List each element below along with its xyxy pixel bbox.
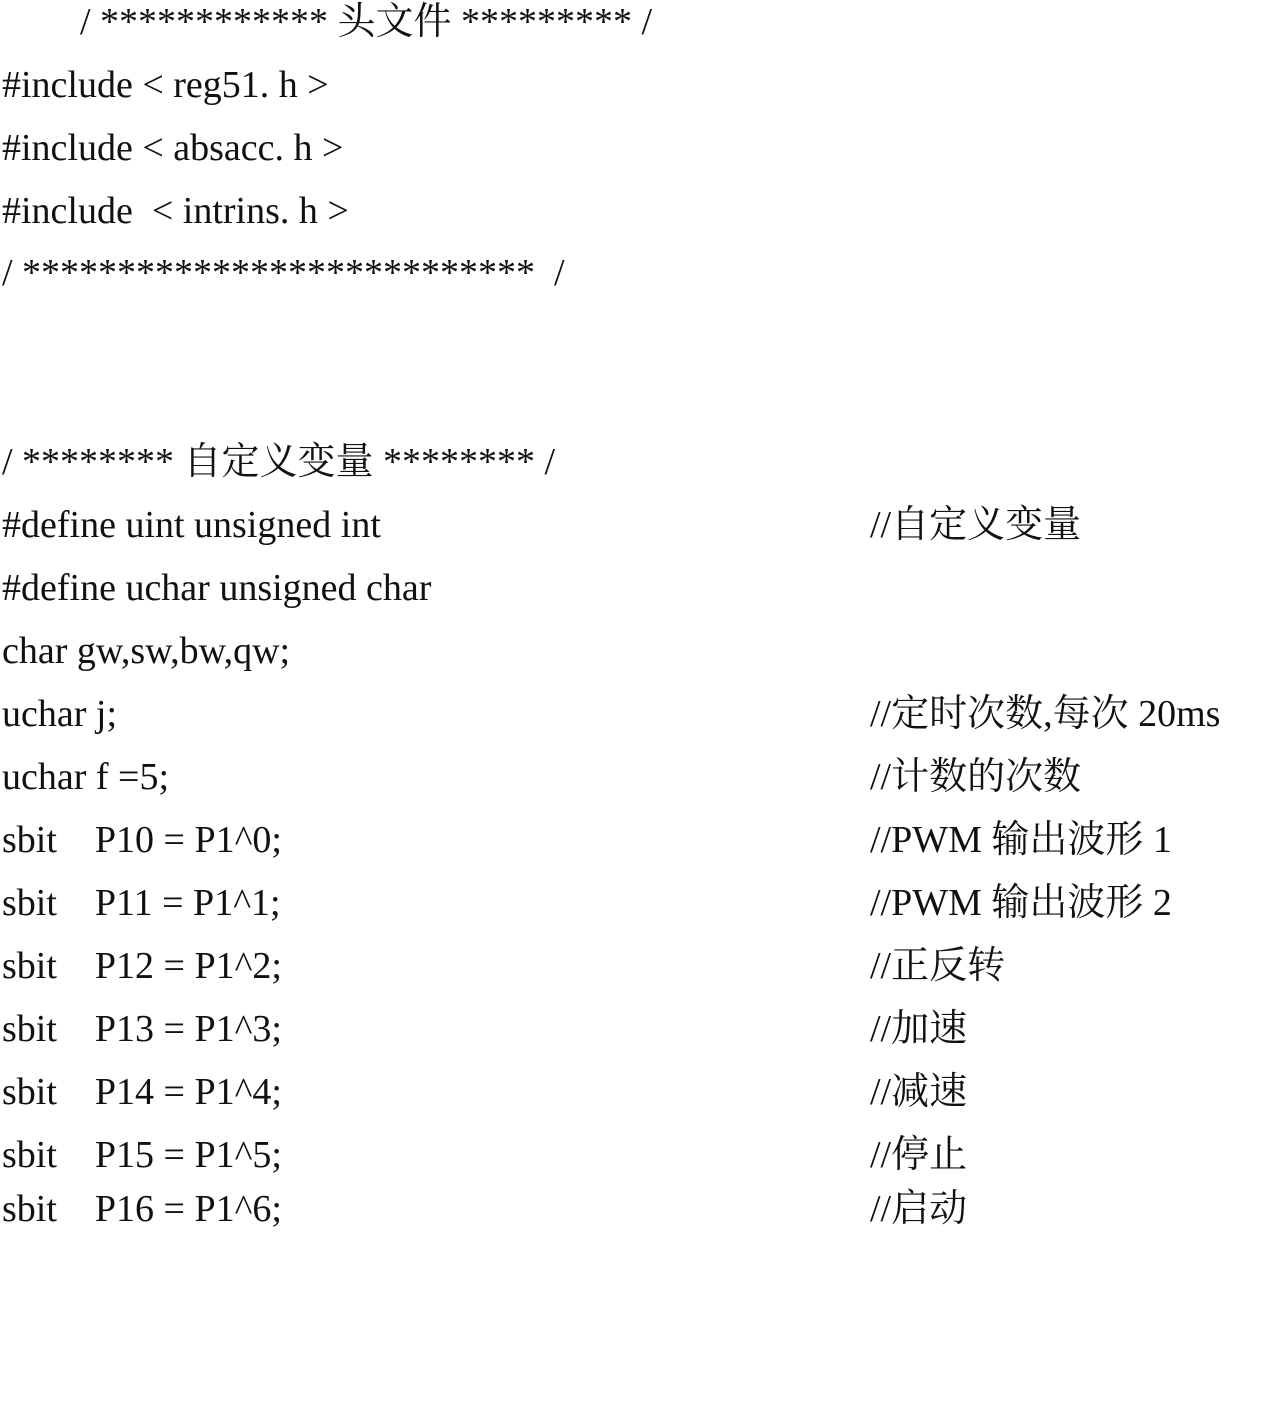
header-comment-open xyxy=(0,0,653,52)
code-text: #include < absacc. h > xyxy=(2,127,344,169)
include-line xyxy=(0,181,349,241)
code-text: / ************ 头文件 ********* / xyxy=(80,1,653,43)
code-line xyxy=(0,495,1082,555)
code-text: #include < intrins. h > xyxy=(2,190,349,232)
code-text: / *************************** / xyxy=(2,252,565,294)
include-line xyxy=(0,55,329,115)
variables-comment-open xyxy=(0,432,556,492)
inline-comment: //自定义变量 xyxy=(870,504,1082,546)
code-text: #include < reg51. h > xyxy=(2,64,329,106)
code-text: #define uchar unsigned char xyxy=(2,567,432,609)
code-text: #define uint unsigned int xyxy=(2,504,381,546)
code-text: sbit P11 = P1^1; xyxy=(2,882,281,924)
header-comment-close xyxy=(0,243,565,303)
code-line xyxy=(0,747,1082,807)
inline-comment: //PWM 输出波形 2 xyxy=(870,882,1172,924)
include-line xyxy=(0,118,344,178)
code-text: sbit P14 = P1^4; xyxy=(2,1071,282,1113)
code-text: sbit P10 = P1^0; xyxy=(2,819,282,861)
code-text: uchar j; xyxy=(2,693,118,735)
code-text: uchar f =5; xyxy=(2,756,170,798)
inline-comment: //正反转 xyxy=(870,945,1006,987)
code-line xyxy=(0,1125,968,1185)
inline-comment: //计数的次数 xyxy=(870,756,1082,798)
code-text: sbit P15 = P1^5; xyxy=(2,1134,282,1176)
inline-comment: //加速 xyxy=(870,1008,968,1050)
code-text: sbit P16 = P1^6; xyxy=(2,1188,282,1230)
inline-comment: //减速 xyxy=(870,1071,968,1113)
code-line xyxy=(0,684,1221,744)
code-line xyxy=(0,873,1172,933)
inline-comment: //启动 xyxy=(870,1188,968,1230)
code-line xyxy=(0,621,291,681)
code-line xyxy=(0,810,1172,870)
inline-comment: //停止 xyxy=(870,1134,968,1176)
code-line xyxy=(0,1062,968,1122)
code-text: sbit P12 = P1^2; xyxy=(2,945,282,987)
code-line xyxy=(0,558,432,618)
code-text: / ******** 自定义变量 ******** / xyxy=(2,441,556,483)
code-line xyxy=(0,936,1006,996)
inline-comment: //定时次数,每次 20ms xyxy=(870,693,1221,735)
code-line xyxy=(0,1179,968,1239)
inline-comment: //PWM 输出波形 1 xyxy=(870,819,1172,861)
code-text: sbit P13 = P1^3; xyxy=(2,1008,282,1050)
code-text: char gw,sw,bw,qw; xyxy=(2,630,291,672)
code-line xyxy=(0,999,968,1059)
